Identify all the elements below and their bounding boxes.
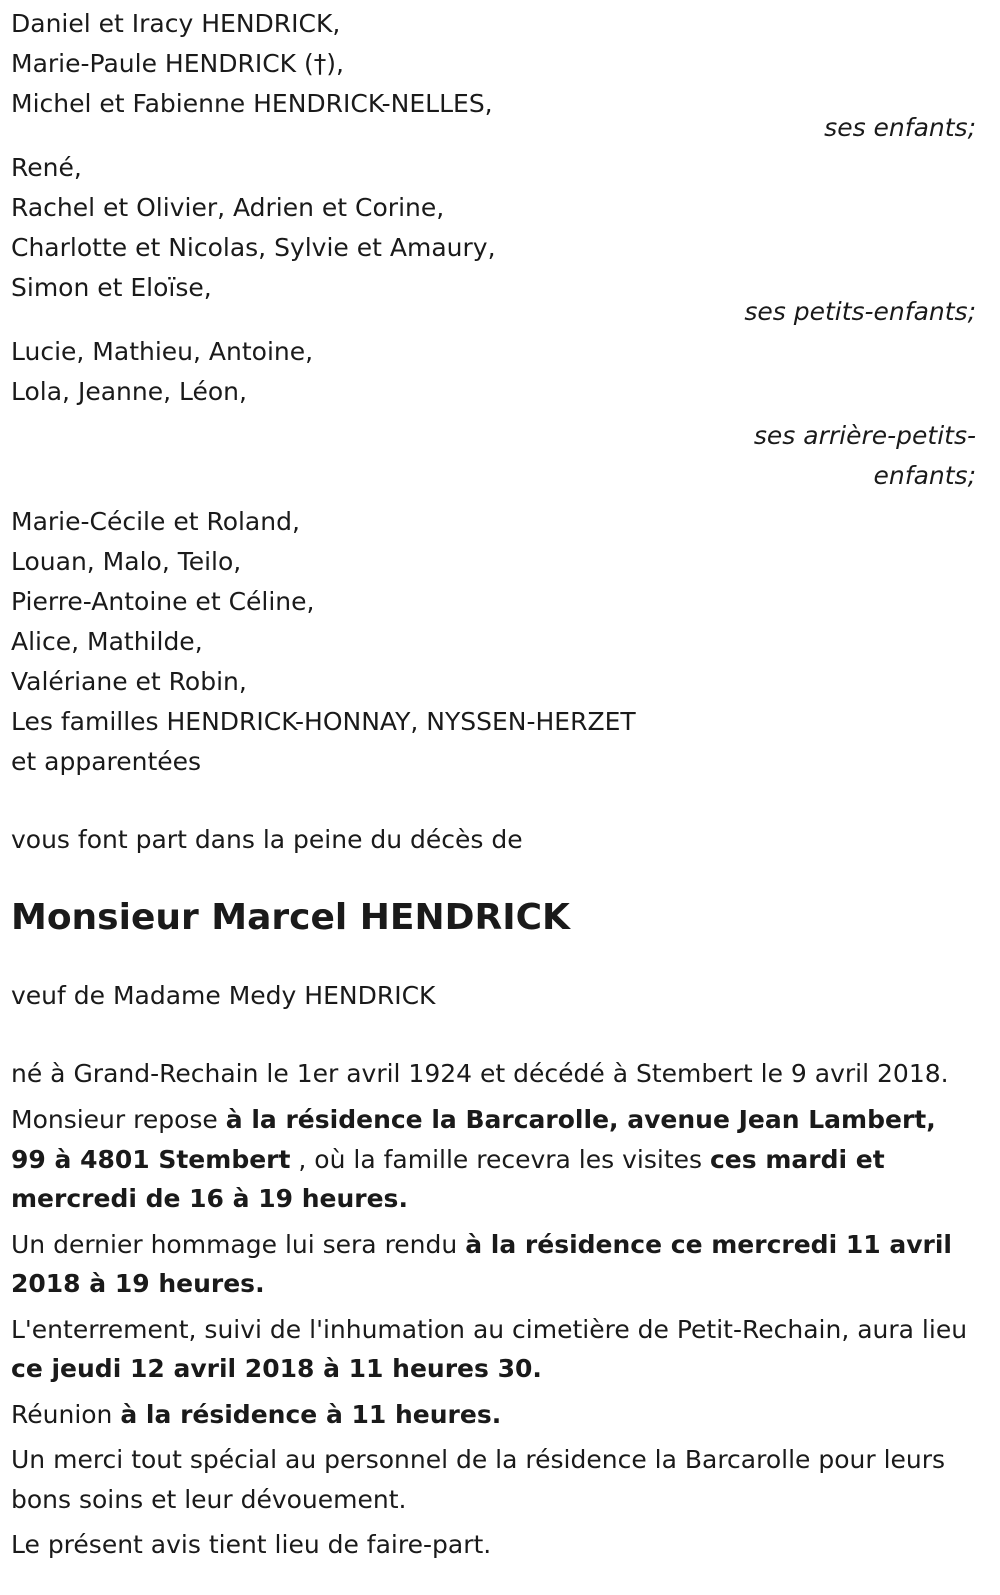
repose-text-2: , où la famille recevra les visites: [290, 1144, 710, 1174]
family-line: Simon et Eloïse,: [11, 273, 212, 302]
family-line: Charlotte et Nicolas, Sylvie et Amaury,: [11, 233, 496, 262]
family-line: Louan, Malo, Teilo,: [11, 547, 242, 576]
announcement-text: vous font part dans la peine du décès de: [11, 825, 523, 854]
family-line: Marie-Cécile et Roland,: [11, 507, 300, 536]
family-line: Pierre-Antoine et Céline,: [11, 587, 315, 616]
family-line: Lola, Jeanne, Léon,: [11, 377, 247, 406]
repose-paragraph: [11, 1100, 976, 1219]
birth-death-text: né à Grand-Rechain le 1er avril 1924 et décédé à Stembert le 9 avril 2018.: [11, 1059, 949, 1088]
burial-paragraph: [11, 1310, 976, 1389]
notice-footer: Le présent avis tient lieu de faire-part.: [11, 1530, 492, 1559]
relationship-label: ses arrière-petits-enfants;: [753, 421, 976, 490]
family-line: Michel et Fabienne HENDRICK-NELLES,: [11, 89, 493, 118]
repose-text: Monsieur repose: [11, 1105, 226, 1134]
thanks-paragraph: Un merci tout spécial au personnel de la résidence la Barcarolle pour leurs bons soins et leur dévouement.: [11, 1445, 946, 1514]
relationship-label: ses enfants;: [824, 113, 976, 142]
hommage-paragraph: [11, 1225, 976, 1304]
reunion-paragraph: [11, 1395, 976, 1435]
family-line: et apparentées: [11, 747, 202, 776]
burial-text: L'enterrement, suivi de l'inhumation au cimetière de Petit-Rechain, aura lieu: [11, 1314, 968, 1344]
widower-text: veuf de Madame Medy HENDRICK: [11, 981, 436, 1010]
burial-time: ce jeudi 12 avril 2018 à 11 heures 30.: [11, 1354, 542, 1383]
reunion-details: à la résidence à 11 heures.: [120, 1399, 502, 1429]
family-line: Lucie, Mathieu, Antoine,: [11, 337, 314, 366]
family-line: Alice, Mathilde,: [11, 627, 203, 656]
hommage-text: Un dernier hommage lui sera rendu: [11, 1229, 466, 1259]
repose-location: à la résidence la Barcarolle, avenue Jean Lambert, 99 à 4801 Stembert: [11, 1105, 936, 1174]
reunion-text: Réunion: [11, 1399, 121, 1429]
hommage-details: à la résidence ce mercredi 11 avril 2018 à 19 heures.: [11, 1229, 952, 1298]
deceased-name: Monsieur Marcel HENDRICK: [11, 897, 570, 938]
family-line: Daniel et Iracy HENDRICK,: [11, 9, 341, 38]
family-line: Rachel et Olivier, Adrien et Corine,: [11, 193, 445, 222]
family-line: Marie-Paule HENDRICK (†),: [11, 49, 344, 78]
visit-hours: ces mardi et mercredi de 16 à 19 heures.: [11, 1144, 885, 1213]
obituary-notice: [11, 0, 976, 1565]
family-line: Valériane et Robin,: [11, 667, 247, 696]
family-line: Les familles HENDRICK-HONNAY, NYSSEN-HERZET: [11, 707, 636, 736]
relationship-label: ses petits-enfants;: [744, 297, 976, 326]
family-line: René,: [11, 153, 82, 182]
